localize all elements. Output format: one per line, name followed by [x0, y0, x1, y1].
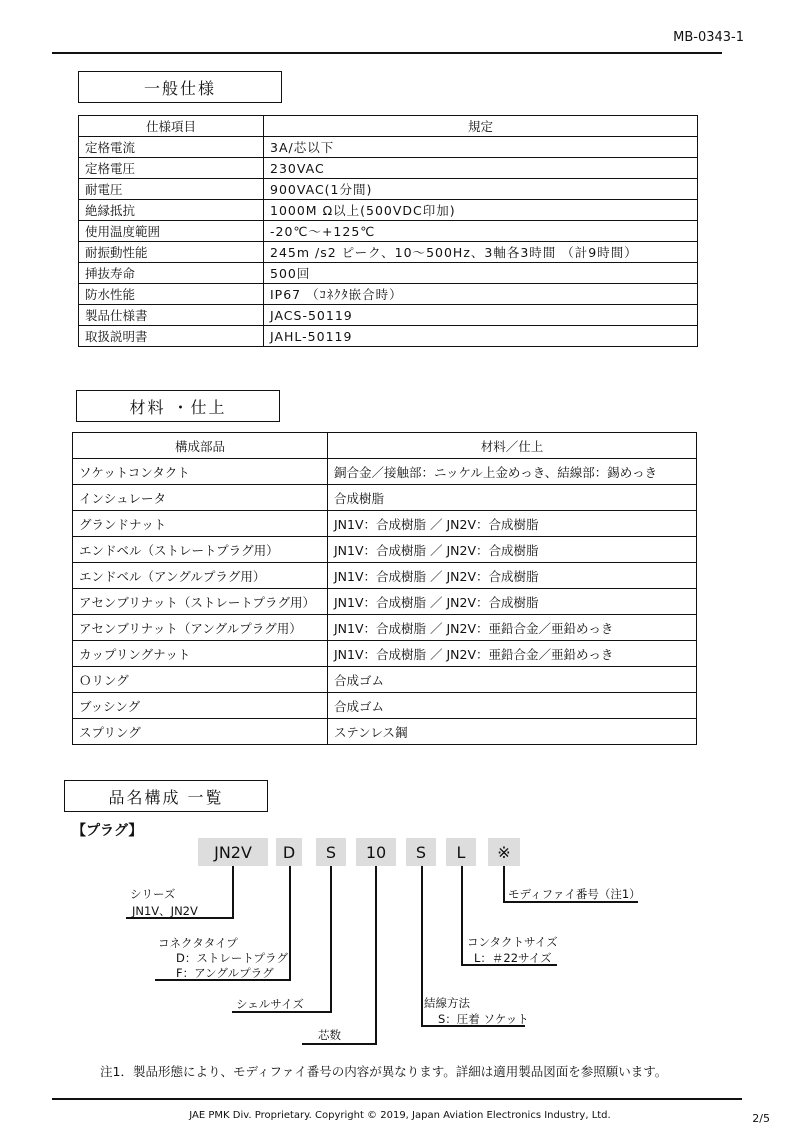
column-header: 構成部品 [73, 433, 328, 459]
item-cell: カップリングナット [73, 641, 328, 667]
copyright-footer: JAE PMK Div. Proprietary. Copyright © 2019, Japan Aviation Electronics Industry, Ltd. [189, 1110, 611, 1121]
value-cell: 合成ゴム [328, 693, 697, 719]
value-cell: JN1V：合成樹脂 ／ JN2V：亜鉛合金／亜鉛めっき [328, 641, 697, 667]
item-cell: ブッシング [73, 693, 328, 719]
connector-type-title: コネクタタイプ [158, 936, 238, 950]
value-cell: IP67 （ｺﾈｸﾀ嵌合時） [264, 284, 698, 305]
table-row [73, 485, 697, 511]
code-box-termination: S [406, 838, 436, 866]
code-box-series: JN2V [198, 838, 268, 866]
value-cell: JN1V：合成樹脂 ／ JN2V：合成樹脂 [328, 537, 697, 563]
general-spec-table [78, 115, 698, 347]
item-cell: 使用温度範囲 [79, 221, 264, 242]
cores-label: 芯数 [318, 1028, 341, 1042]
code-box-contact-size: L [446, 838, 476, 866]
connector-type-d: D：ストレートプラグ [176, 951, 289, 965]
item-cell: Ｏリング [73, 667, 328, 693]
column-header: 仕様項目 [79, 116, 264, 137]
item-cell: ソケットコンタクト [73, 459, 328, 485]
termination-title: 結線方法 [424, 996, 470, 1010]
item-cell: 耐電圧 [79, 179, 264, 200]
table-row [73, 641, 697, 667]
column-header: 規定 [264, 116, 698, 137]
item-cell: 挿抜寿命 [79, 263, 264, 284]
table-row [79, 284, 698, 305]
table-row [73, 615, 697, 641]
item-cell: グランドナット [73, 511, 328, 537]
item-cell: 取扱説明書 [79, 326, 264, 347]
connector-type-f: F：アングルプラグ [176, 966, 274, 980]
value-cell: 銅合金／接触部：ニッケル上金めっき、結線部：錫めっき [328, 459, 697, 485]
series-title: シリーズ [130, 887, 176, 901]
value-cell: 500回 [264, 263, 698, 284]
item-cell: 絶縁抵抗 [79, 200, 264, 221]
table-row [79, 221, 698, 242]
table-row [73, 667, 697, 693]
leader-cores [375, 866, 377, 1044]
leader-shell [330, 866, 332, 1012]
general-spec-heading: 一般仕様 [78, 71, 282, 103]
value-cell: JAHL-50119 [264, 326, 698, 347]
leader-termination [421, 866, 423, 1026]
table-row [79, 200, 698, 221]
item-cell: 防水性能 [79, 284, 264, 305]
leader-contact [461, 866, 463, 965]
table-row [73, 589, 697, 615]
table-row [79, 242, 698, 263]
table-row [79, 326, 698, 347]
value-cell: JN1V：合成樹脂 ／ JN2V：合成樹脂 [328, 511, 697, 537]
item-cell: エンドベル（ストレートプラグ用） [73, 537, 328, 563]
value-cell: 合成樹脂 [328, 485, 697, 511]
table-row [73, 459, 697, 485]
item-cell: エンドベル（アングルプラグ用） [73, 563, 328, 589]
table-header-row [79, 116, 698, 137]
document-number: MB-0343-1 [673, 30, 744, 45]
leader-type [289, 866, 291, 980]
termination-desc: S：圧着 ソケット [438, 1012, 529, 1026]
code-box-connector-type: D [276, 838, 302, 866]
column-header: 材料／仕上 [328, 433, 697, 459]
table-row [79, 137, 698, 158]
footer-rule [52, 1098, 742, 1100]
page-number: 2/5 [752, 1112, 770, 1125]
value-cell: -20℃～+125℃ [264, 221, 698, 242]
value-cell: 1000M Ω以上(500VDC印加) [264, 200, 698, 221]
item-cell: アセンブリナット（ストレートプラグ用） [73, 589, 328, 615]
table-row [73, 537, 697, 563]
materials-heading: 材料 ・仕上 [76, 390, 280, 422]
modifier-label: モディファイ番号（注1） [508, 887, 641, 901]
value-cell: JN1V：合成樹脂 ／ JN2V：合成樹脂 [328, 589, 697, 615]
item-cell: 定格電圧 [79, 158, 264, 179]
table-row [73, 511, 697, 537]
table-row [73, 563, 697, 589]
leader-series [232, 866, 234, 918]
value-cell: 3A/芯以下 [264, 137, 698, 158]
code-box-modifier: ※ [488, 838, 520, 866]
item-cell: 耐振動性能 [79, 242, 264, 263]
header-rule [52, 52, 722, 54]
materials-table [72, 432, 697, 745]
table-row [79, 179, 698, 200]
leader-cores-h [302, 1043, 377, 1045]
item-cell: アセンブリナット（アングルプラグ用） [73, 615, 328, 641]
part-numbering-heading: 品名構成 一覧 [64, 780, 268, 812]
value-cell: JN1V：合成樹脂 ／ JN2V：亜鉛合金／亜鉛めっき [328, 615, 697, 641]
value-cell: JACS-50119 [264, 305, 698, 326]
table-header-row [73, 433, 697, 459]
table-row [73, 693, 697, 719]
series-desc: JN1V、JN2V [132, 904, 198, 918]
table-row [79, 263, 698, 284]
leader-modifier [503, 866, 505, 902]
plug-label: 【プラグ】 [72, 823, 143, 839]
value-cell: ステンレス鋼 [328, 719, 697, 745]
item-cell: スプリング [73, 719, 328, 745]
contact-size-title: コンタクトサイズ [467, 935, 558, 949]
table-row [79, 305, 698, 326]
item-cell: 製品仕様書 [79, 305, 264, 326]
contact-size-desc: L：＃22サイズ [474, 951, 552, 965]
item-cell: 定格電流 [79, 137, 264, 158]
value-cell: JN1V：合成樹脂 ／ JN2V：合成樹脂 [328, 563, 697, 589]
value-cell: 245m /s2 ピーク、10～500Hz、3軸各3時間 （計9時間） [264, 242, 698, 263]
item-cell: インシュレータ [73, 485, 328, 511]
table-row [79, 158, 698, 179]
code-box-shell: S [316, 838, 346, 866]
value-cell: 230VAC [264, 158, 698, 179]
value-cell: 合成ゴム [328, 667, 697, 693]
note-1: 注1．製品形態により、モディファイ番号の内容が異なります。詳細は適用製品図面を参照願います。 [100, 1064, 668, 1079]
table-row [73, 719, 697, 745]
code-box-cores: 10 [356, 838, 396, 866]
shell-size-label: シェルサイズ [236, 997, 304, 1011]
value-cell: 900VAC(1分間) [264, 179, 698, 200]
